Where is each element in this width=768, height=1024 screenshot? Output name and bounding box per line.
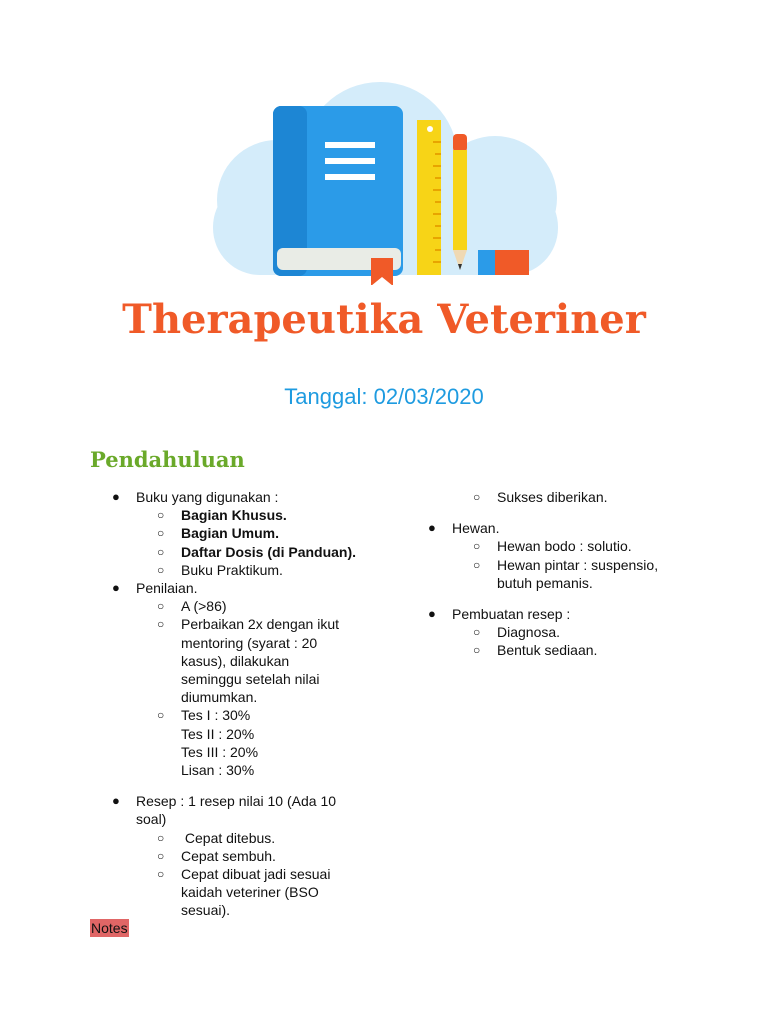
list-item-line: soal) — [136, 811, 167, 828]
sub-item-line: seminggu setelah nilai — [181, 671, 320, 688]
bullet-icon: ● — [112, 489, 120, 504]
eraser-icon — [478, 250, 529, 275]
ruler-icon — [417, 120, 441, 275]
sub-bullet-icon: ○ — [473, 625, 481, 640]
sub-bullet-icon: ○ — [157, 544, 165, 559]
list-item-pembuatan — [406, 605, 716, 623]
sub-item — [90, 524, 390, 542]
sub-item-line: Tes I : 30% — [181, 707, 251, 724]
sub-item-line: butuh pemanis. — [497, 574, 593, 591]
spacer — [90, 779, 390, 792]
sub-bullet-icon: ○ — [157, 599, 165, 614]
list-item-text: Pembuatan resep : — [452, 606, 571, 623]
list-item-penilaian — [90, 579, 390, 597]
notes-label: Notes — [91, 920, 128, 936]
sub-bullet-icon: ○ — [157, 867, 165, 882]
sub-item — [90, 561, 390, 579]
sub-item — [406, 641, 716, 659]
sub-item-line: Lisan : 30% — [181, 762, 255, 779]
sub-item-line: sesuai). — [181, 902, 231, 919]
sub-item-text: Diagnosa. — [497, 624, 561, 641]
left-column — [90, 488, 390, 920]
bullet-icon: ● — [428, 520, 436, 536]
sub-item — [90, 506, 390, 524]
sub-item-text: Sukses diberikan. — [497, 489, 608, 505]
sub-item-text: Cepat ditebus. — [181, 829, 276, 846]
list-item-text: Hewan. — [452, 520, 500, 537]
section-heading: Pendahuluan — [90, 447, 245, 472]
sub-bullet-icon: ○ — [157, 508, 165, 523]
book-icon — [273, 106, 403, 285]
sub-item — [406, 556, 716, 592]
sub-item — [90, 829, 390, 847]
sub-bullet-icon: ○ — [157, 562, 165, 577]
sub-item-text: Bentuk sediaan. — [497, 642, 598, 659]
sub-item — [90, 615, 390, 706]
sub-bullet-icon: ○ — [157, 708, 165, 723]
sub-item-text: Daftar Dosis (di Panduan). — [181, 543, 357, 560]
sub-item-line: kasus), dilakukan — [181, 652, 290, 669]
books-illustration — [205, 80, 565, 285]
sub-item-line: kaidah veteriner (BSO — [181, 884, 319, 901]
list-item-line: Resep : 1 resep nilai 10 (Ada 10 — [136, 793, 337, 810]
sub-item-line: Cepat dibuat jadi sesuai — [181, 866, 331, 883]
sub-item-text: A (>86) — [181, 598, 227, 615]
sub-item — [90, 865, 390, 920]
sub-item — [90, 706, 390, 779]
sub-item — [406, 537, 716, 555]
sub-item — [406, 488, 716, 506]
sub-item — [90, 543, 390, 561]
sub-item-line: mentoring (syarat : 20 — [181, 634, 318, 651]
bullet-icon: ● — [112, 580, 120, 596]
sub-item-text: Buku Praktikum. — [181, 561, 283, 578]
list-item-resep — [90, 792, 390, 828]
sub-item — [406, 623, 716, 641]
sub-item-line: Hewan pintar : suspensio, — [497, 556, 659, 573]
sub-item-line: Tes II : 20% — [181, 725, 255, 742]
sub-item-text: Cepat sembuh. — [181, 847, 276, 864]
sub-bullet-icon: ○ — [157, 617, 165, 632]
page-title: Therapeutika Veteriner — [122, 296, 646, 343]
pencil-icon — [453, 134, 467, 270]
spacer — [406, 592, 716, 605]
sub-item — [90, 597, 390, 615]
sub-bullet-icon: ○ — [157, 830, 165, 845]
bullet-icon: ● — [428, 606, 436, 622]
sub-bullet-icon: ○ — [473, 539, 481, 554]
sub-bullet-icon: ○ — [157, 526, 165, 541]
list-item-text: Buku yang digunakan : — [136, 489, 279, 505]
sub-item-text: Bagian Umum. — [181, 525, 280, 542]
date-line: Tanggal: 02/03/2020 — [284, 384, 484, 409]
bullet-icon: ● — [112, 793, 120, 809]
sub-item-line: Tes III : 20% — [181, 743, 259, 760]
sub-bullet-icon: ○ — [473, 490, 481, 504]
sub-bullet-icon: ○ — [157, 848, 165, 863]
list-item-text: Penilaian. — [136, 580, 198, 597]
spacer — [406, 506, 716, 519]
list-item-buku — [90, 488, 390, 506]
sub-item-text: Hewan bodo : solutio. — [497, 538, 632, 555]
sub-bullet-icon: ○ — [473, 557, 481, 572]
sub-bullet-icon: ○ — [473, 643, 481, 658]
right-column — [406, 488, 716, 660]
sub-item-text: Bagian Khusus. — [181, 507, 287, 524]
list-item-hewan — [406, 519, 716, 537]
sub-item-line: diumumkan. — [181, 689, 258, 706]
sub-item — [90, 847, 390, 865]
sub-item-line: Perbaikan 2x dengan ikut — [181, 616, 339, 633]
